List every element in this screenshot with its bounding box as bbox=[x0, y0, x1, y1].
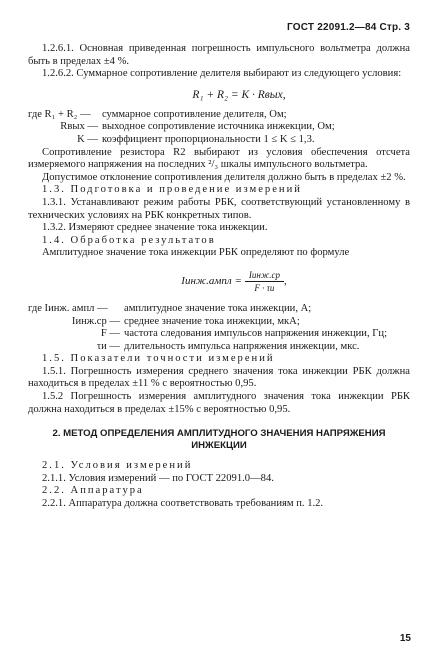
section-title-2: 2. МЕТОД ОПРЕДЕЛЕНИЯ АМПЛИТУДНОГО ЗНАЧЕНИЯ НАПРЯЖЕНИЯ ИНЖЕКЦИИ bbox=[52, 428, 386, 452]
document-page bbox=[28, 22, 410, 511]
legend-description: длительность импульса напряжения инжекции, мкс. bbox=[124, 340, 360, 352]
page-header: ГОСТ 22091.2—84 Стр. 3 bbox=[287, 22, 410, 33]
section-heading-1-5: 1.5. Показатели точности измерений bbox=[42, 353, 275, 365]
legend-symbol: τи — bbox=[96, 340, 120, 352]
formula-denominator: F · τи bbox=[254, 282, 275, 293]
formula-numerator: Iинж.ср bbox=[245, 270, 284, 282]
section-heading-2-2: 2.2. Аппаратура bbox=[42, 485, 144, 497]
clause-2-2-1: 2.2.1. Аппаратура должна соответствовать требованиям п. 1.2. bbox=[42, 498, 324, 510]
clause-1-2-6-1: 1.2.6.1. Основная приведенная погрешность импульсного вольтметра должна быть в пределах ±4 %. bbox=[28, 43, 410, 67]
legend-description: амплитудное значение тока инжекции, А; bbox=[124, 302, 312, 314]
legend-symbol: где Iинж. ампл — bbox=[28, 302, 108, 314]
legend-description: среднее значение тока инжекции, мкА; bbox=[124, 315, 300, 327]
formula-tail: , bbox=[283, 275, 287, 288]
clause-1-3-2: 1.3.2. Измеряют среднее значение тока инжекции. bbox=[42, 222, 268, 234]
formula-fraction bbox=[245, 270, 284, 293]
clause-1-3-1: 1.3.1. Устанавливают режим работы РБК, соответствующий установленному в технических условиях на РБК конкретных типов. bbox=[28, 196, 410, 221]
clause-r2-selection: Сопротивление резистора R2 выбирают из условия обеспечения отсчета измеряемого напряжения на последних ²/₃ шкалы импульсного вольтметра. bbox=[28, 146, 410, 171]
formula-divider-resistance: R₁ + R₂ = K · Rвых, bbox=[192, 88, 286, 101]
clause-1-5-1: 1.5.1. Погрешность измерения среднего значения тока инжекции РБК должна находиться в пределах ±11 % с вероятностью 0,95. bbox=[28, 365, 410, 390]
section-heading-1-3: 1.3. Подготовка и проведение измерений bbox=[42, 184, 302, 196]
legend-symbol: K — bbox=[77, 133, 98, 145]
legend-description: коэффициент пропорциональности 1 ≤ K ≤ 1,3. bbox=[102, 133, 315, 145]
clause-1-2-6-2: 1.2.6.2. Суммарное сопротивление делителя выбирают из следующего условия: bbox=[42, 68, 402, 80]
clause-1-4: Амплитудное значение тока инжекции РБК определяют по формуле bbox=[42, 247, 350, 259]
section-heading-2-1: 2.1. Условия измерений bbox=[42, 460, 193, 472]
formula-legend-1 bbox=[28, 109, 410, 147]
legend-description: частота следования импульсов напряжения инжекции, Гц; bbox=[124, 328, 388, 340]
legend-symbol: Rвых — bbox=[60, 121, 98, 133]
page-number: 15 bbox=[399, 633, 411, 644]
clause-2-1-1: 2.1.1. Условия измерений — по ГОСТ 22091.0—84. bbox=[42, 472, 274, 484]
clause-tolerance: Допустимое отклонение сопротивления делителя должно быть в пределах ±2 %. bbox=[42, 171, 406, 183]
formula-amplitude-current bbox=[58, 270, 410, 293]
legend-symbol: где R₁ + R₂ — bbox=[28, 108, 91, 120]
section-heading-1-4: 1.4. Обработка результатов bbox=[42, 234, 216, 246]
legend-symbol: Iинж.ср — bbox=[71, 315, 120, 327]
formula-lhs: Iинж.ампл = bbox=[181, 275, 242, 288]
clause-1-5-2: 1.5.2 Погрешность измерения амплитудного значения тока инжекции РБК должна находиться в пределах ±15% с вероятностью 0,95. bbox=[28, 391, 410, 415]
formula-legend-2 bbox=[28, 303, 410, 353]
legend-description: выходное сопротивление источника инжекции, Ом; bbox=[102, 121, 335, 133]
legend-description: суммарное сопротивление делителя, Ом; bbox=[102, 108, 287, 120]
legend-symbol: F — bbox=[100, 328, 120, 340]
